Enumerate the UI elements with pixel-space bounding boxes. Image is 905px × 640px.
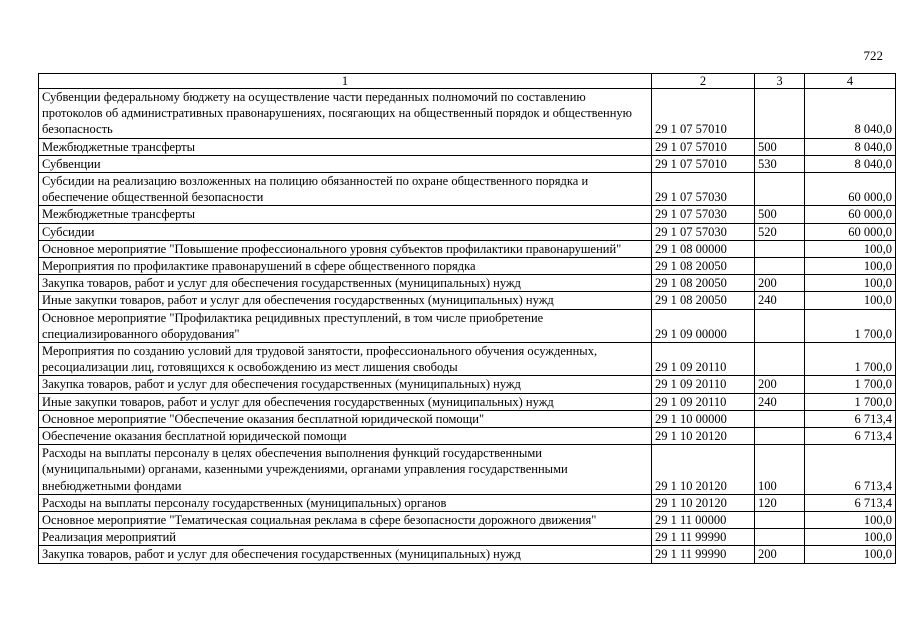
row-code-cell: 29 1 10 20120 [652,494,755,511]
row-code-cell: 29 1 10 20120 [652,445,755,495]
row-code-cell: 29 1 08 20050 [652,258,755,275]
row-type-cell: 200 [755,546,805,563]
row-sum-cell: 6 713,4 [805,428,896,445]
row-type-cell [755,258,805,275]
row-sum-cell: 1 700,0 [805,393,896,410]
table-row [39,546,896,563]
row-type-cell [755,240,805,257]
row-name-cell: Мероприятия по профилактике правонарушений в сфере общественного порядка [39,258,652,275]
row-code-cell: 29 1 09 20110 [652,376,755,393]
row-type-cell [755,343,805,376]
table-row [39,445,896,495]
row-name-cell: Обеспечение оказания бесплатной юридической помощи [39,428,652,445]
row-type-cell [755,309,805,342]
table-row [39,292,896,309]
table-row [39,155,896,172]
row-name-cell: Расходы на выплаты персоналу в целях обеспечения выполнения функций государственными (муниципальными) органами, казенными учреждениями, органами управления государственными внебюджетными фондами [39,445,652,495]
row-code-cell: 29 1 07 57010 [652,155,755,172]
table-row [39,173,896,206]
row-sum-cell: 1 700,0 [805,376,896,393]
row-code-cell: 29 1 07 57010 [652,138,755,155]
table-body [39,89,896,564]
table-row [39,410,896,427]
row-type-cell: 120 [755,494,805,511]
row-name-cell: Реализация мероприятий [39,529,652,546]
row-code-cell: 29 1 07 57030 [652,223,755,240]
table-header-row [39,74,896,89]
row-code-cell: 29 1 09 20110 [652,393,755,410]
row-sum-cell: 8 040,0 [805,155,896,172]
row-sum-cell: 6 713,4 [805,410,896,427]
row-name-cell: Межбюджетные трансферты [39,206,652,223]
row-type-cell: 200 [755,275,805,292]
table-row [39,512,896,529]
table-row [39,309,896,342]
row-name-cell: Основное мероприятие "Профилактика рецидивных преступлений, в том числе приобретение специализированного оборудования" [39,309,652,342]
row-code-cell: 29 1 07 57010 [652,89,755,139]
row-sum-cell: 60 000,0 [805,206,896,223]
row-sum-cell: 100,0 [805,512,896,529]
row-type-cell: 530 [755,155,805,172]
row-name-cell: Основное мероприятие "Тематическая социальная реклама в сфере безопасности дорожного движения" [39,512,652,529]
table-row [39,343,896,376]
table-row [39,258,896,275]
row-sum-cell: 1 700,0 [805,343,896,376]
row-code-cell: 29 1 09 00000 [652,309,755,342]
row-name-cell: Субвенции федеральному бюджету на осуществление части переданных полномочий по составлению протоколов об административных правонарушениях, посягающих на общественный порядок и общественную безопасность [39,89,652,139]
row-code-cell: 29 1 07 57030 [652,173,755,206]
row-sum-cell: 100,0 [805,258,896,275]
row-code-cell: 29 1 10 20120 [652,428,755,445]
row-code-cell: 29 1 10 00000 [652,410,755,427]
row-name-cell: Закупка товаров, работ и услуг для обеспечения государственных (муниципальных) нужд [39,546,652,563]
column-header: 4 [805,74,896,89]
row-type-cell: 500 [755,138,805,155]
row-type-cell [755,428,805,445]
row-type-cell [755,173,805,206]
row-code-cell: 29 1 08 00000 [652,240,755,257]
row-name-cell: Иные закупки товаров, работ и услуг для обеспечения государственных (муниципальных) нужд [39,393,652,410]
row-sum-cell: 100,0 [805,292,896,309]
table-row [39,275,896,292]
row-sum-cell: 100,0 [805,529,896,546]
table-row [39,376,896,393]
row-code-cell: 29 1 09 20110 [652,343,755,376]
row-name-cell: Основное мероприятие "Обеспечение оказания бесплатной юридической помощи" [39,410,652,427]
page-number: 722 [863,48,883,63]
row-code-cell: 29 1 08 20050 [652,275,755,292]
row-name-cell: Иные закупки товаров, работ и услуг для обеспечения государственных (муниципальных) нужд [39,292,652,309]
row-sum-cell: 1 700,0 [805,309,896,342]
row-name-cell: Мероприятия по созданию условий для трудовой занятости, профессионального обучения осужденных, ресоциализации лиц, готовящихся к освобождению из мест лишения свободы [39,343,652,376]
row-name-cell: Основное мероприятие "Повышение профессионального уровня субъектов профилактики правонарушений" [39,240,652,257]
row-type-cell: 100 [755,445,805,495]
table-row [39,89,896,139]
table-row [39,428,896,445]
row-name-cell: Закупка товаров, работ и услуг для обеспечения государственных (муниципальных) нужд [39,275,652,292]
row-name-cell: Расходы на выплаты персоналу государственных (муниципальных) органов [39,494,652,511]
row-sum-cell: 8 040,0 [805,89,896,139]
row-name-cell: Субсидии на реализацию возложенных на полицию обязанностей по охране общественного порядка и обеспечение общественной безопасности [39,173,652,206]
row-sum-cell: 60 000,0 [805,173,896,206]
row-type-cell [755,89,805,139]
row-name-cell: Субвенции [39,155,652,172]
row-code-cell: 29 1 08 20050 [652,292,755,309]
row-sum-cell: 8 040,0 [805,138,896,155]
row-code-cell: 29 1 11 00000 [652,512,755,529]
table-row [39,529,896,546]
table-row [39,223,896,240]
table-row [39,206,896,223]
row-type-cell: 520 [755,223,805,240]
row-type-cell: 500 [755,206,805,223]
row-code-cell: 29 1 07 57030 [652,206,755,223]
row-code-cell: 29 1 11 99990 [652,546,755,563]
table-row [39,494,896,511]
row-name-cell: Закупка товаров, работ и услуг для обеспечения государственных (муниципальных) нужд [39,376,652,393]
row-sum-cell: 100,0 [805,240,896,257]
row-sum-cell: 6 713,4 [805,494,896,511]
budget-table [38,73,896,564]
column-header: 2 [652,74,755,89]
table-row [39,393,896,410]
row-type-cell: 240 [755,393,805,410]
row-type-cell: 240 [755,292,805,309]
row-sum-cell: 100,0 [805,546,896,563]
row-name-cell: Субсидии [39,223,652,240]
column-header: 1 [39,74,652,89]
row-type-cell [755,512,805,529]
table-row [39,240,896,257]
row-sum-cell: 60 000,0 [805,223,896,240]
row-type-cell: 200 [755,376,805,393]
row-name-cell: Межбюджетные трансферты [39,138,652,155]
column-header: 3 [755,74,805,89]
row-code-cell: 29 1 11 99990 [652,529,755,546]
row-sum-cell: 100,0 [805,275,896,292]
table-row [39,138,896,155]
row-type-cell [755,529,805,546]
row-type-cell [755,410,805,427]
row-sum-cell: 6 713,4 [805,445,896,495]
